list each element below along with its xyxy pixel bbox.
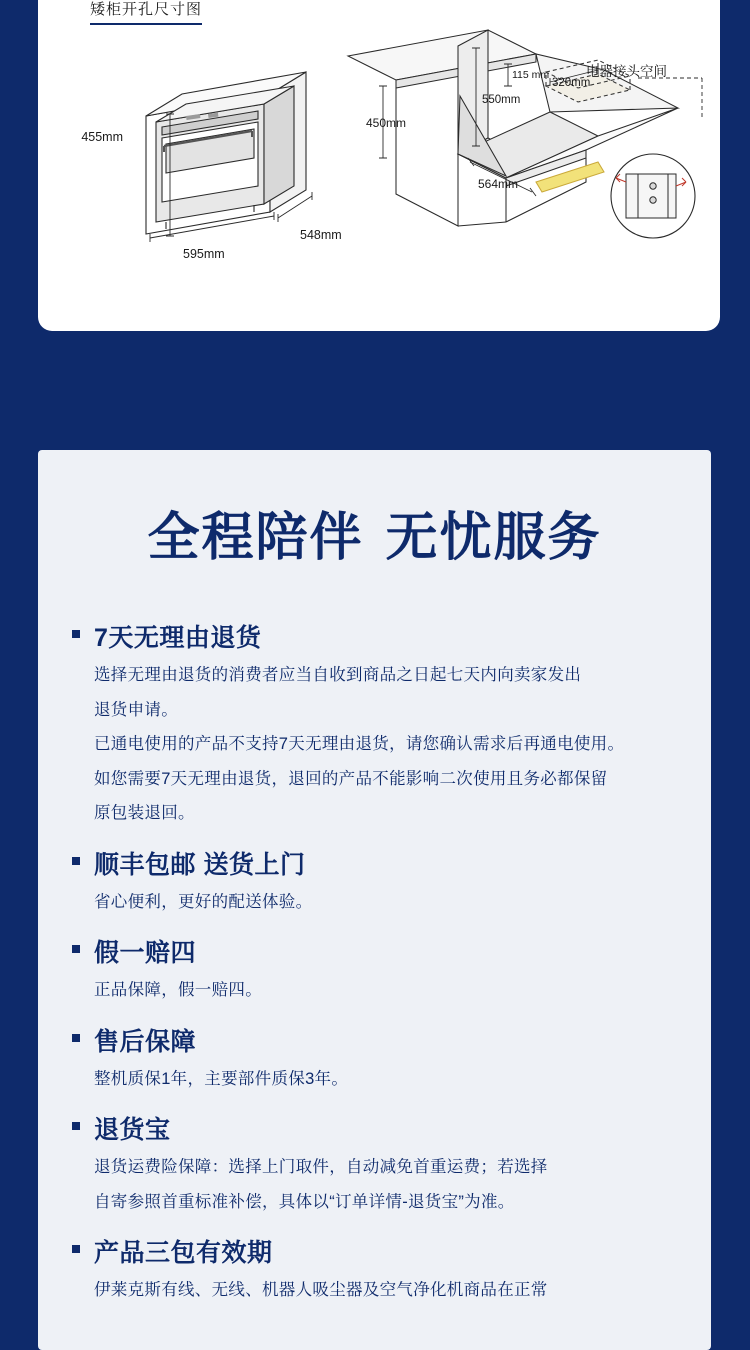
service-item-title: 顺丰包邮 送货上门 — [94, 850, 306, 879]
service-item-free-shipping — [66, 845, 691, 918]
dimension-diagram-card — [38, 0, 720, 331]
service-item-title: 7天无理由退货 — [94, 624, 262, 652]
bullet-icon — [72, 857, 80, 865]
service-item-line: 已通电使用的产品不支持7天无理由退货，请您确认需求后再通电使用。 — [94, 735, 625, 754]
label-height-550: 550mm — [482, 94, 521, 106]
service-item-after-sales — [66, 1022, 691, 1095]
service-item-line: 整机质保1年，主要部件质保3年。 — [94, 1069, 349, 1088]
bullet-icon — [72, 1245, 80, 1253]
bullet-icon — [72, 630, 80, 638]
bullet-icon — [72, 1122, 80, 1130]
service-heading-part2: 无忧服务 — [385, 509, 602, 567]
service-item-list — [66, 618, 691, 1322]
service-item-line: 退货申请。 — [94, 700, 178, 719]
service-item-line: 伊莱克斯有线、无线、机器人吸尘器及空气净化机商品在正常 — [94, 1281, 548, 1300]
bullet-icon — [72, 1034, 80, 1042]
service-item-title: 退货宝 — [94, 1116, 171, 1145]
service-item-return-7days — [66, 618, 691, 829]
dimension-diagram — [38, 0, 720, 331]
service-item-line: 选择无理由退货的消费者应当自收到商品之日起七天内向卖家发出 — [94, 666, 582, 684]
label-width-320: 320mm — [552, 77, 591, 89]
service-item-title: 产品三包有效期 — [94, 1239, 273, 1268]
label-connector-space: 电器接头空间 — [586, 64, 667, 79]
service-item-line: 正品保障，假一赔四。 — [94, 981, 262, 1000]
service-item-line: 原包装退回。 — [94, 804, 195, 823]
service-item-line: 自寄参照首重标准补偿，具体以“订单详情-退货宝”为准。 — [94, 1192, 515, 1211]
service-heading — [38, 495, 711, 570]
label-height-455: 455mm — [81, 130, 123, 144]
label-depth-450: 450mm — [365, 116, 406, 130]
service-item-return-insurance — [66, 1110, 691, 1217]
diagram-title: 矮柜开孔尺寸图 — [90, 0, 202, 25]
label-depth-548: 548mm — [300, 228, 342, 242]
detail-magnifier — [611, 154, 695, 238]
service-item-warranty-period — [66, 1233, 691, 1306]
service-item-title: 售后保障 — [94, 1027, 197, 1056]
service-item-title: 假一赔四 — [94, 939, 197, 968]
service-item-line: 如您需要7天无理由退货，退回的产品不能影响二次使用且务必都保留 — [94, 769, 608, 788]
bullet-icon — [72, 945, 80, 953]
service-heading-part1: 全程陪伴 — [147, 509, 364, 567]
service-item-counterfeit-compensation — [66, 933, 691, 1006]
label-width-564: 564mm — [478, 177, 519, 191]
label-gap-115: 115 mm — [512, 69, 550, 81]
label-width-595: 595mm — [183, 247, 225, 261]
service-item-line: 省心便利，更好的配送体验。 — [94, 892, 313, 911]
service-section — [38, 450, 711, 1350]
service-item-line: 退货运费险保障：选择上门取件，自动减免首重运费；若选择 — [94, 1158, 548, 1177]
